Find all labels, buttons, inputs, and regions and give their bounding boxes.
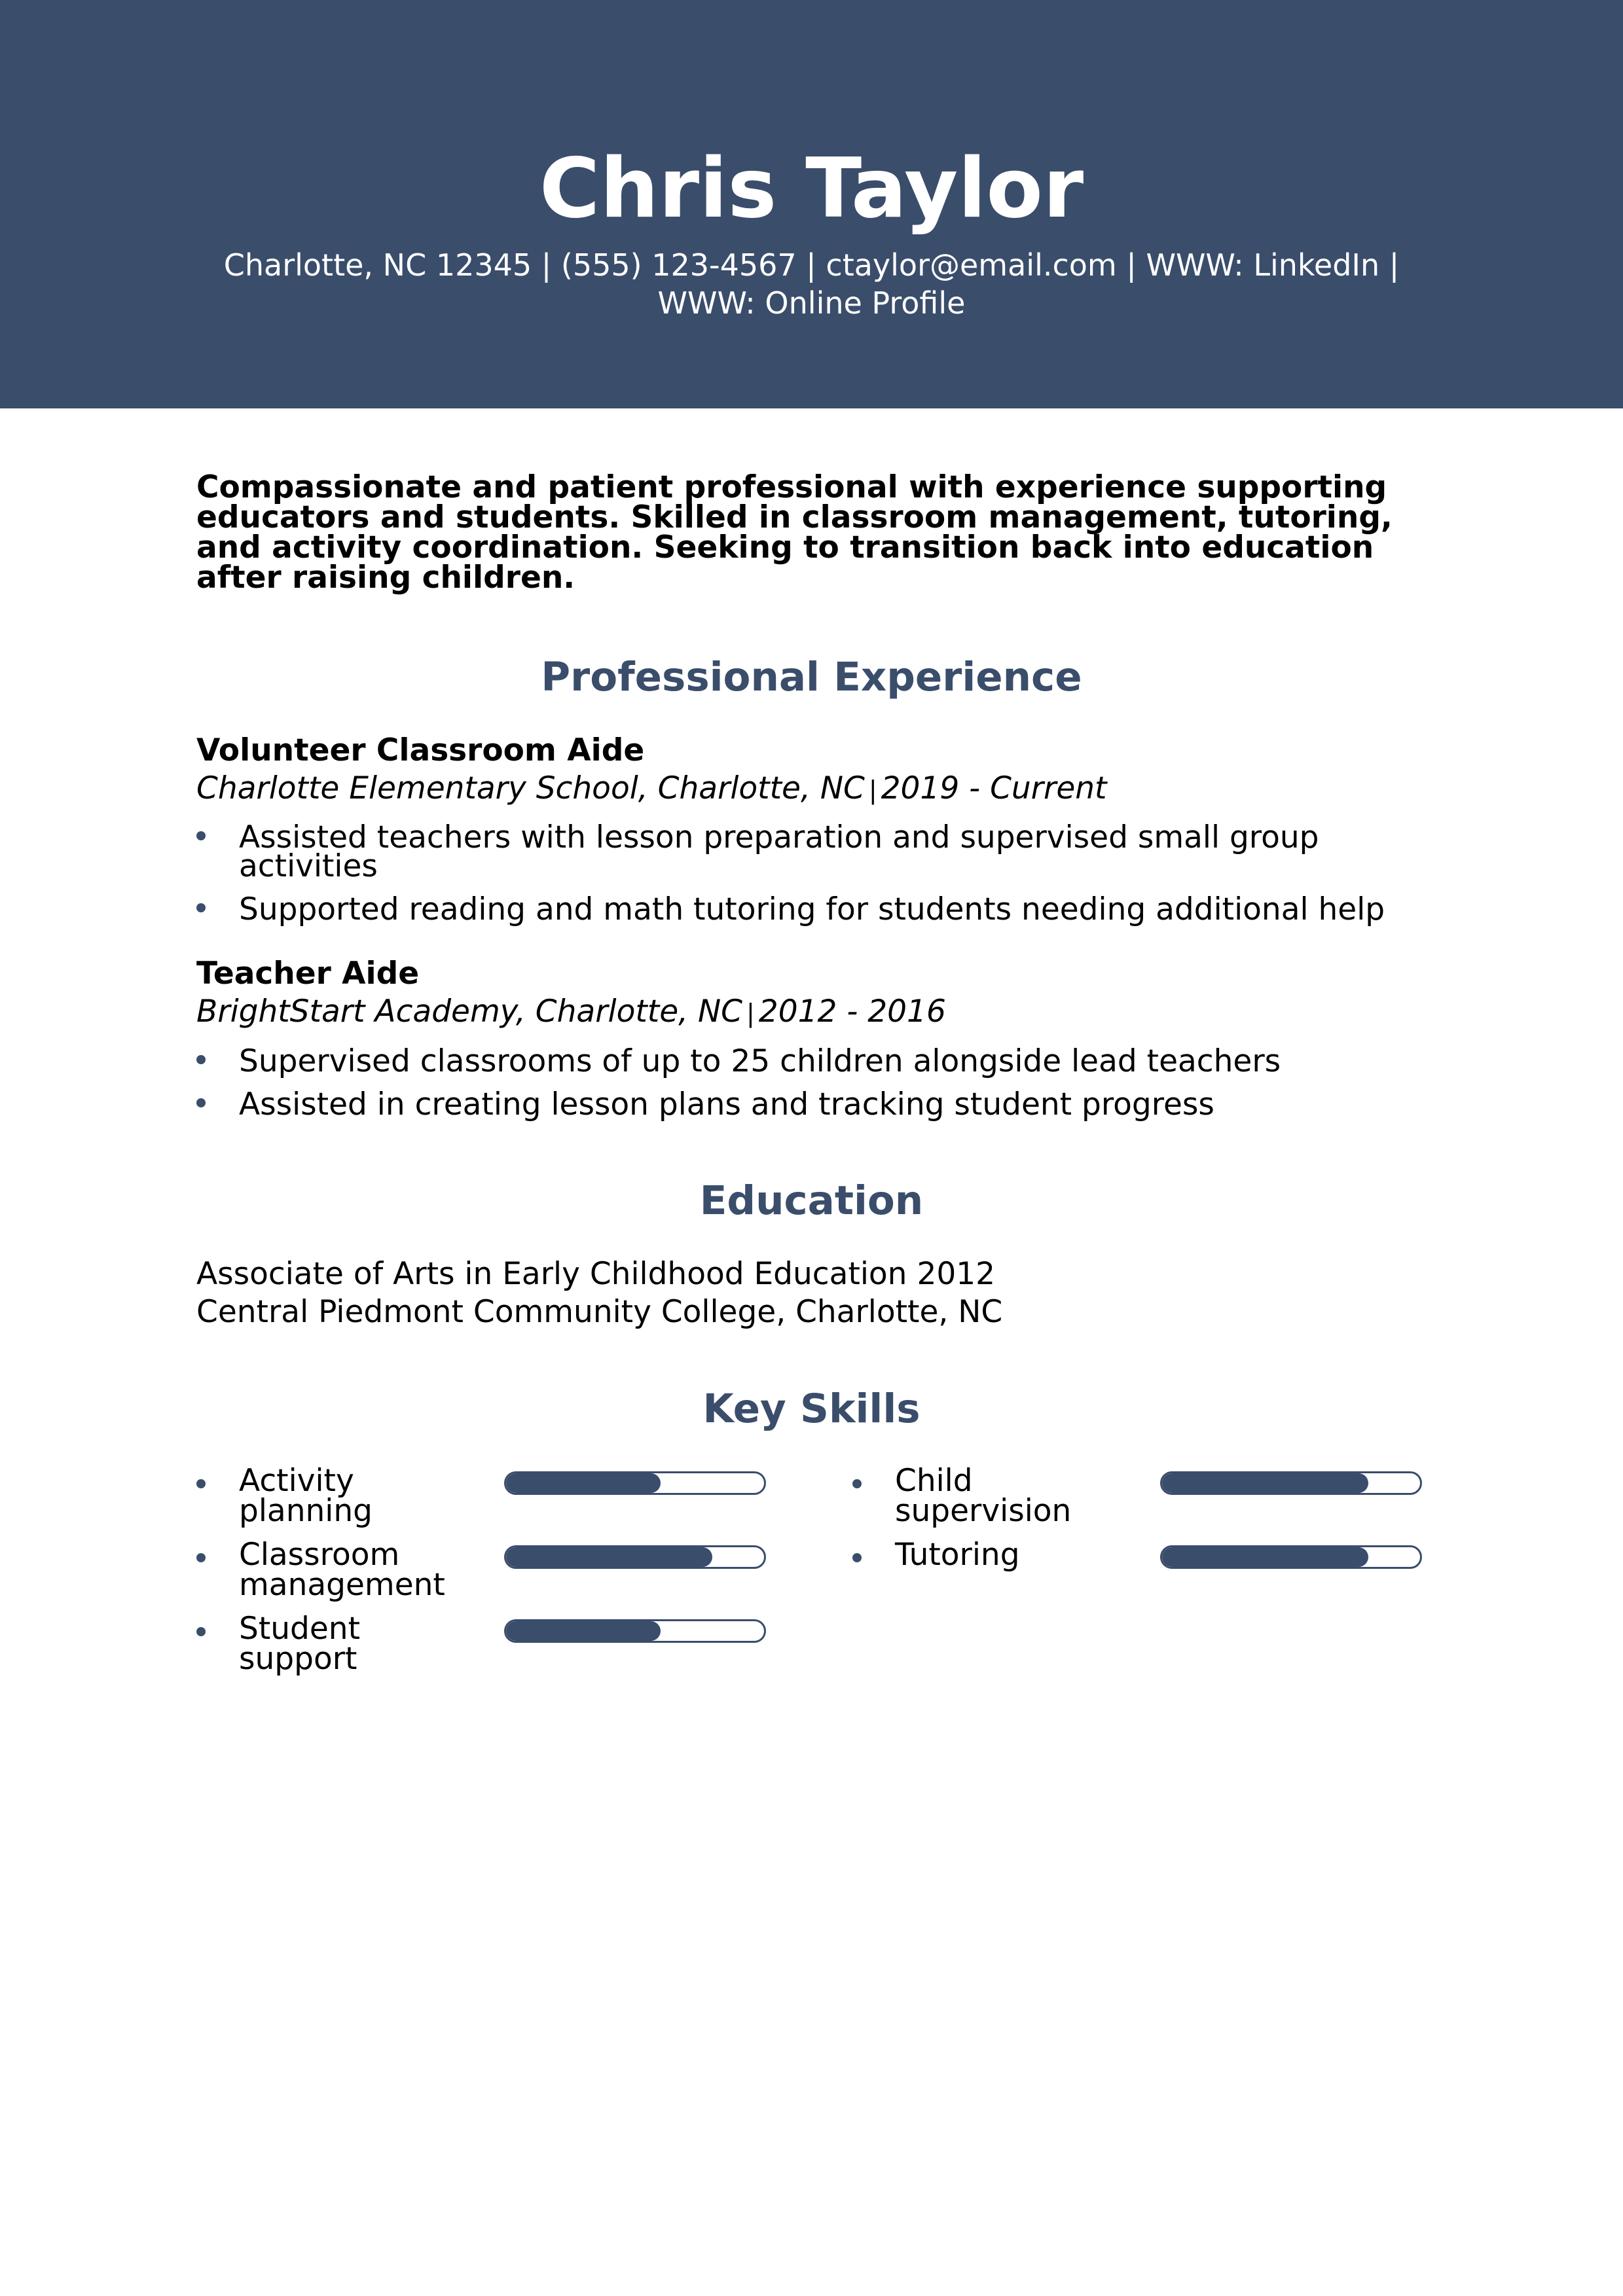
contact-line-1: Charlotte, NC 12345 | (555) 123-4567 | ctaylor@email.com | WWW: LinkedIn |: [223, 247, 1400, 283]
bullet-text: Assisted in creating lesson plans and tracking student progress: [239, 1086, 1214, 1122]
bullet-icon: [196, 831, 206, 840]
skill-level-fill: [1162, 1547, 1368, 1567]
skill-item: [852, 1463, 1429, 1538]
job-bullets: [196, 1043, 1440, 1134]
education-degree-line: [196, 1255, 995, 1294]
job-dates: 2012 - 2016: [758, 994, 946, 1030]
job-employer: BrightStart Academy, Charlotte, NC: [196, 994, 742, 1030]
skill-item: [196, 1537, 773, 1612]
job-title: Teacher Aide: [196, 956, 420, 992]
experience-section-title: Professional Experience: [541, 654, 1082, 700]
list-item: [196, 1043, 1440, 1079]
bullet-icon: [196, 1553, 206, 1562]
skill-level-fill: [506, 1621, 661, 1641]
job-title: Volunteer Classroom Aide: [196, 732, 645, 768]
bullet-icon: [196, 1098, 206, 1107]
job-employer-dates: [196, 769, 1106, 810]
contact-line-2: WWW: Online Profile: [657, 285, 966, 321]
skill-label: Classroom management: [239, 1537, 445, 1603]
skill-label: Activity planning: [239, 1463, 373, 1529]
bullet-icon: [196, 1479, 206, 1488]
professional-summary: Compassionate and patient professional with experience supporting educators and students. Skilled in classroom management, tutoring, and activity coordination. Seeking to transition back into education after raising children.: [196, 469, 1393, 596]
list-item: [196, 819, 1440, 884]
skill-item: [852, 1537, 1429, 1612]
skill-level-fill: [506, 1547, 712, 1567]
resume-header: [0, 0, 1623, 408]
skills-section-title: Key Skills: [702, 1386, 921, 1432]
separator: |: [746, 999, 755, 1028]
skill-level-bar: [504, 1471, 766, 1495]
list-item: [196, 891, 1440, 927]
job-employer-dates: [196, 992, 946, 1033]
contact-info: [196, 246, 1427, 322]
job-employer: Charlotte Elementary School, Charlotte, NC: [196, 770, 865, 806]
job-dates: 2019 - Current: [881, 770, 1107, 806]
education-degree: Associate of Arts in Early Childhood Education: [196, 1256, 907, 1292]
skill-label: Student support: [239, 1611, 361, 1677]
skill-level-bar: [1160, 1545, 1422, 1569]
bullet-text: Supervised classrooms of up to 25 children alongside lead teachers: [239, 1043, 1281, 1079]
skill-level-bar: [504, 1545, 766, 1569]
job-bullets: [196, 819, 1440, 939]
skill-level-bar: [504, 1619, 766, 1643]
education-year: 2012: [917, 1256, 996, 1292]
skill-item: [196, 1611, 773, 1686]
skill-level-fill: [1162, 1473, 1368, 1493]
candidate-name: Chris Taylor: [539, 140, 1084, 236]
bullet-icon: [852, 1479, 862, 1488]
skill-label: Tutoring: [895, 1537, 1020, 1573]
skill-level-fill: [506, 1473, 661, 1493]
education-school: Central Piedmont Community College, Charlotte, NC: [196, 1294, 1003, 1330]
bullet-text: Assisted teachers with lesson preparation and supervised small group activities: [239, 819, 1319, 884]
education-section-title: Education: [699, 1177, 924, 1224]
separator: |: [868, 776, 877, 804]
bullet-icon: [196, 1627, 206, 1636]
bullet-icon: [196, 903, 206, 912]
skill-label: Child supervision: [895, 1463, 1072, 1529]
bullet-text: Supported reading and math tutoring for students needing additional help: [239, 891, 1385, 927]
bullet-icon: [852, 1553, 862, 1562]
list-item: [196, 1086, 1440, 1122]
skill-level-bar: [1160, 1471, 1422, 1495]
skill-item: [196, 1463, 773, 1538]
bullet-icon: [196, 1055, 206, 1064]
